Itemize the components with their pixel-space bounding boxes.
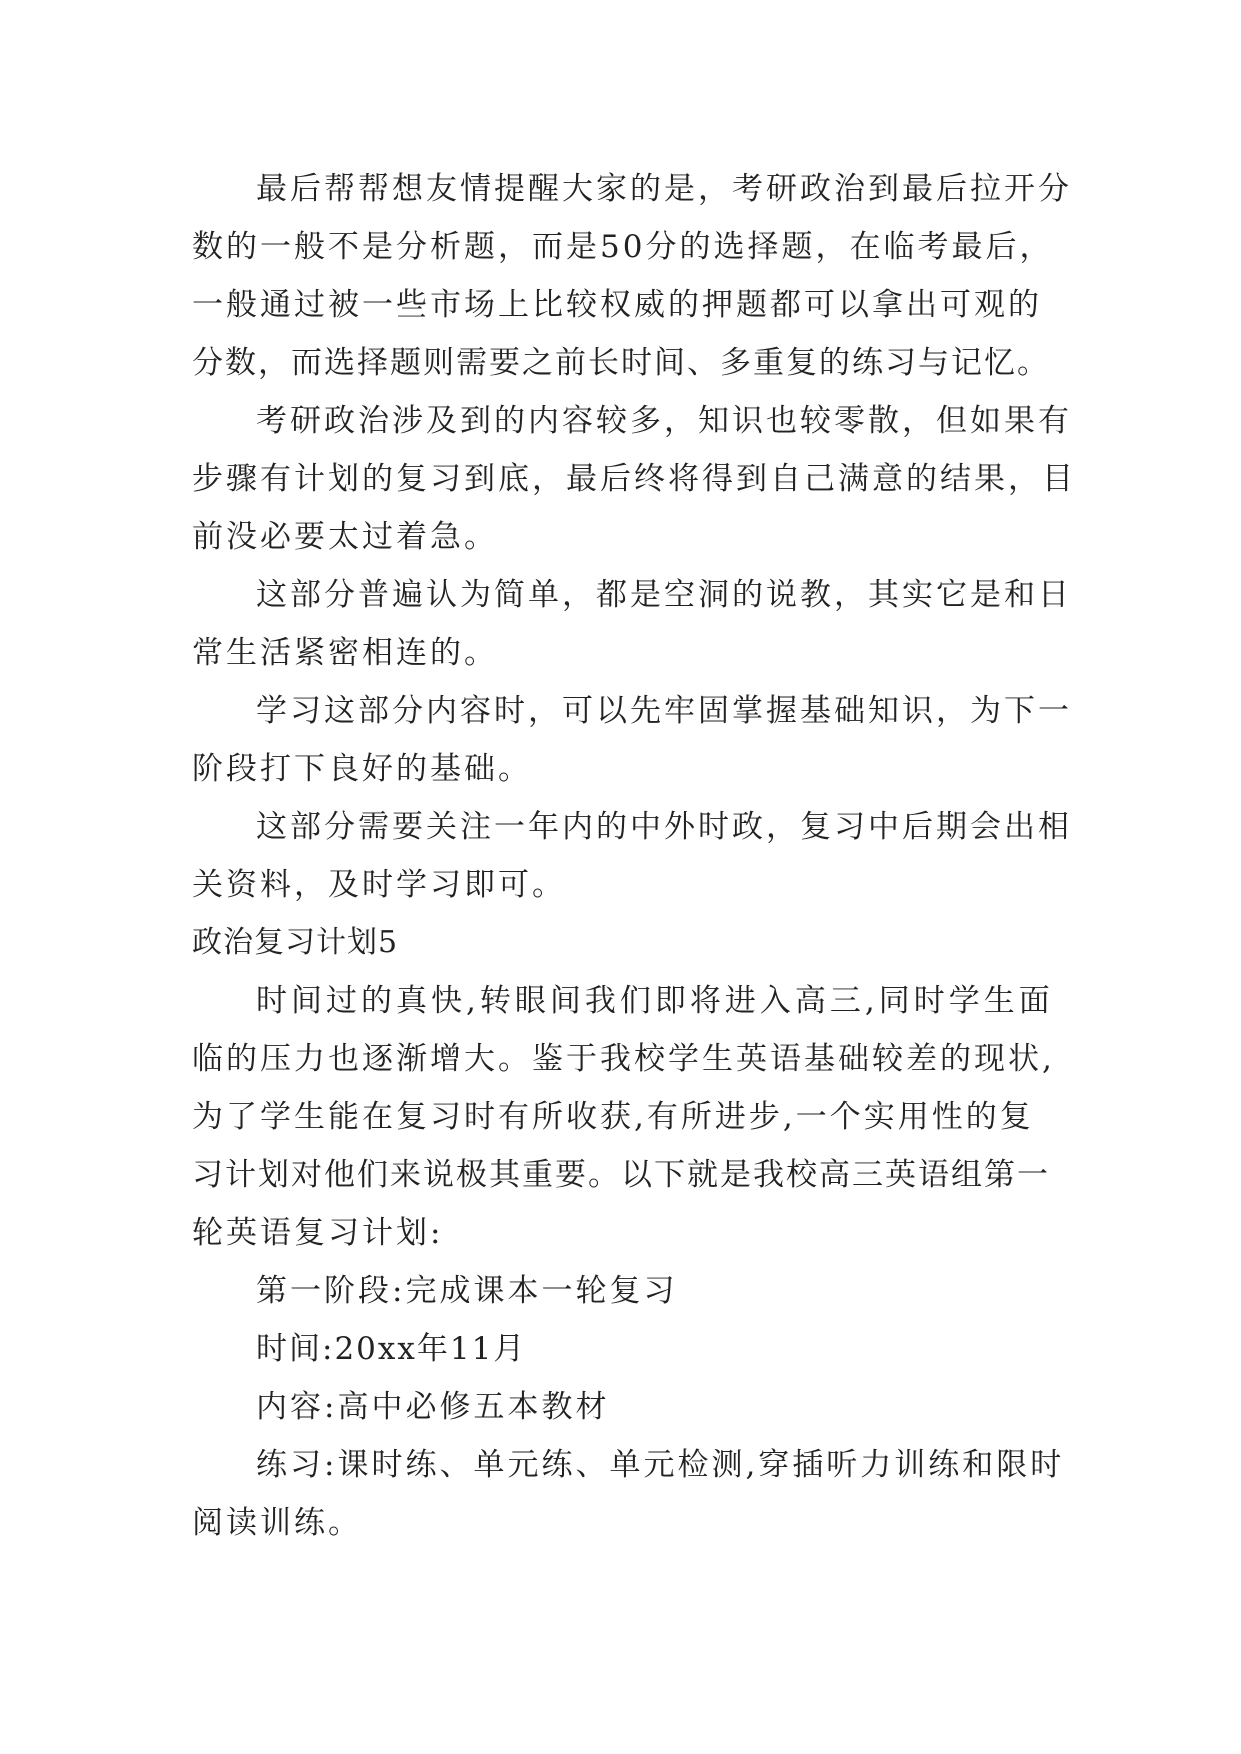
text-line: 阅读训练。 — [192, 1505, 362, 1541]
practice-line: 练习:课时练、单元练、单元检测,穿插听力训练和限时 — [256, 1447, 1065, 1483]
text-line: 步骤有计划的复习到底，最后终将得到自己满意的结果，目 — [192, 461, 1076, 497]
text-line: 考研政治涉及到的内容较多，知识也较零散，但如果有 — [256, 403, 1072, 439]
paragraph — [192, 798, 1072, 914]
text-line: 阶段打下良好的基础。 — [192, 751, 532, 787]
text-line: 为了学生能在复习时有所收获,有所进步,一个实用性的复 — [192, 1099, 1034, 1135]
section-heading: 政治复习计划5 — [192, 925, 399, 960]
text-line: 这部分需要关注一年内的中外时政，复习中后期会出相 — [256, 809, 1072, 845]
text-line: 学习这部分内容时，可以先牢固掌握基础知识，为下一 — [256, 693, 1072, 729]
paragraph — [192, 1436, 1072, 1552]
text-line: 这部分普遍认为简单，都是空洞的说教，其实它是和日 — [256, 577, 1072, 613]
text-line: 轮英语复习计划: — [192, 1215, 444, 1251]
text-line: 常生活紧密相连的。 — [192, 635, 498, 671]
paragraph — [192, 392, 1076, 566]
paragraph — [192, 682, 1072, 798]
paragraph — [192, 566, 1072, 682]
text-line: 最后帮帮想友情提醒大家的是，考研政治到最后拉开分 — [256, 171, 1072, 207]
text-line: 习计划对他们来说极其重要。以下就是我校高三英语组第一 — [192, 1157, 1050, 1193]
paragraph — [192, 160, 1072, 392]
text-line: 时间过的真快,转眼间我们即将进入高三,同时学生面 — [256, 983, 1054, 1019]
content-line: 内容:高中必修五本教材 — [256, 1389, 610, 1425]
text-line: 关资料，及时学习即可。 — [192, 867, 566, 903]
text-line: 分数，而选择题则需要之前长时间、多重复的练习与记忆。 — [192, 345, 1050, 381]
stage-line: 第一阶段:完成课本一轮复习 — [256, 1273, 678, 1309]
text-line: 一般通过被一些市场上比较权威的押题都可以拿出可观的 — [192, 287, 1042, 323]
time-line: 时间:20xx年11月 — [256, 1331, 527, 1367]
text-line: 前没必要太过着急。 — [192, 519, 498, 555]
document-body — [192, 160, 1076, 1552]
text-line: 数的一般不是分析题，而是50分的选择题，在临考最后， — [192, 229, 1054, 265]
paragraph — [192, 972, 1072, 1262]
text-line: 临的压力也逐渐增大。鉴于我校学生英语基础较差的现状, — [192, 1041, 1055, 1077]
